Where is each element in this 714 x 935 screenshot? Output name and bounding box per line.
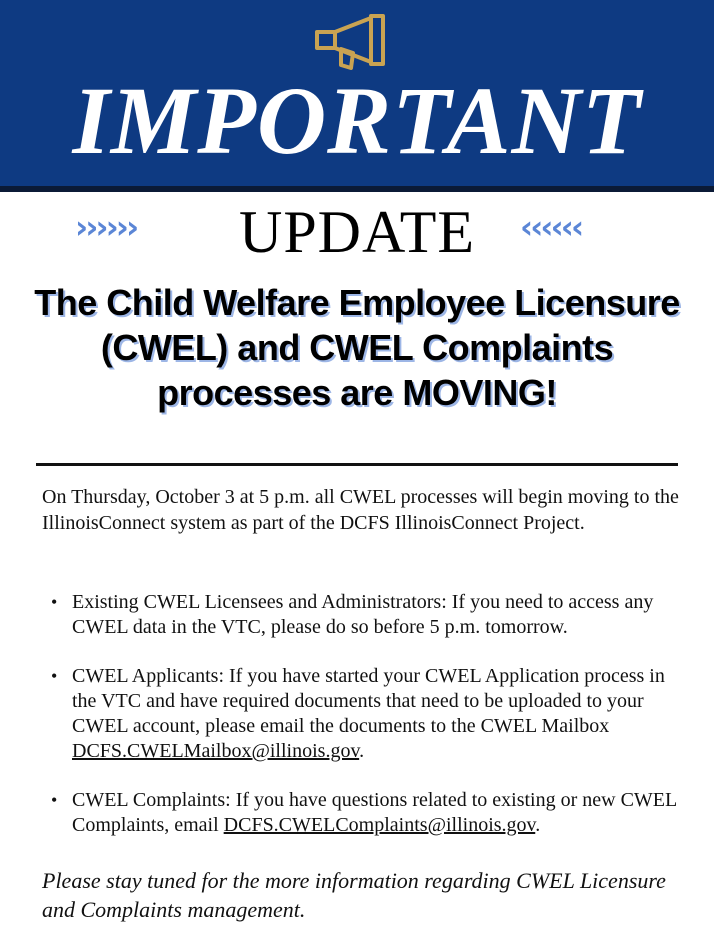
cwel-complaints-link[interactable]: DCFS.CWELComplaints@illinois.gov [223,814,536,836]
important-banner [0,0,714,186]
bullet-item-licensees [42,590,692,640]
update-title: UPDATE [238,199,475,265]
chevrons-left-icon: ‹‹‹‹‹‹ [520,208,582,246]
bullet-item-complaints [42,788,692,838]
headline: The Child Welfare Employee Licensure (CWEL) and CWEL Complaints processes are MOVING! [34,282,680,413]
section-divider [36,463,678,466]
cwel-mailbox-link[interactable]: DCFS.CWELMailbox@illinois.gov [72,740,360,762]
bullet-text: CWEL Applicants: If you have started your CWEL Application process in the VTC and have required documents that need to be uploaded to your CWEL account, please email the documents to the CWEL Mailbox [72,665,665,737]
banner-divider [0,186,714,192]
chevrons-right-icon: ›››››› [75,208,137,246]
closing-note: Please stay tuned for the more information regarding CWEL Licensure and Complaints management. [42,868,666,922]
bullet-text: CWEL Complaints: If you have questions related to existing or new CWEL Complaints, email [72,789,677,836]
intro-paragraph: On Thursday, October 3 at 5 p.m. all CWEL processes will begin moving to the IllinoisConnect system as part of the DCFS IllinoisConnect Project. [42,486,679,534]
important-title: IMPORTANT [72,67,642,174]
bullet-text: Existing CWEL Licensees and Administrators: If you need to access any CWEL data in the VTC, please do so before 5 p.m. tomorrow. [72,591,654,638]
bullet-item-applicants [42,664,692,764]
bullet-list [42,590,692,862]
update-header [0,196,714,270]
bullet-text-end: . [359,740,365,762]
megaphone-icon [313,12,393,72]
bullet-text-end: . [535,814,541,836]
